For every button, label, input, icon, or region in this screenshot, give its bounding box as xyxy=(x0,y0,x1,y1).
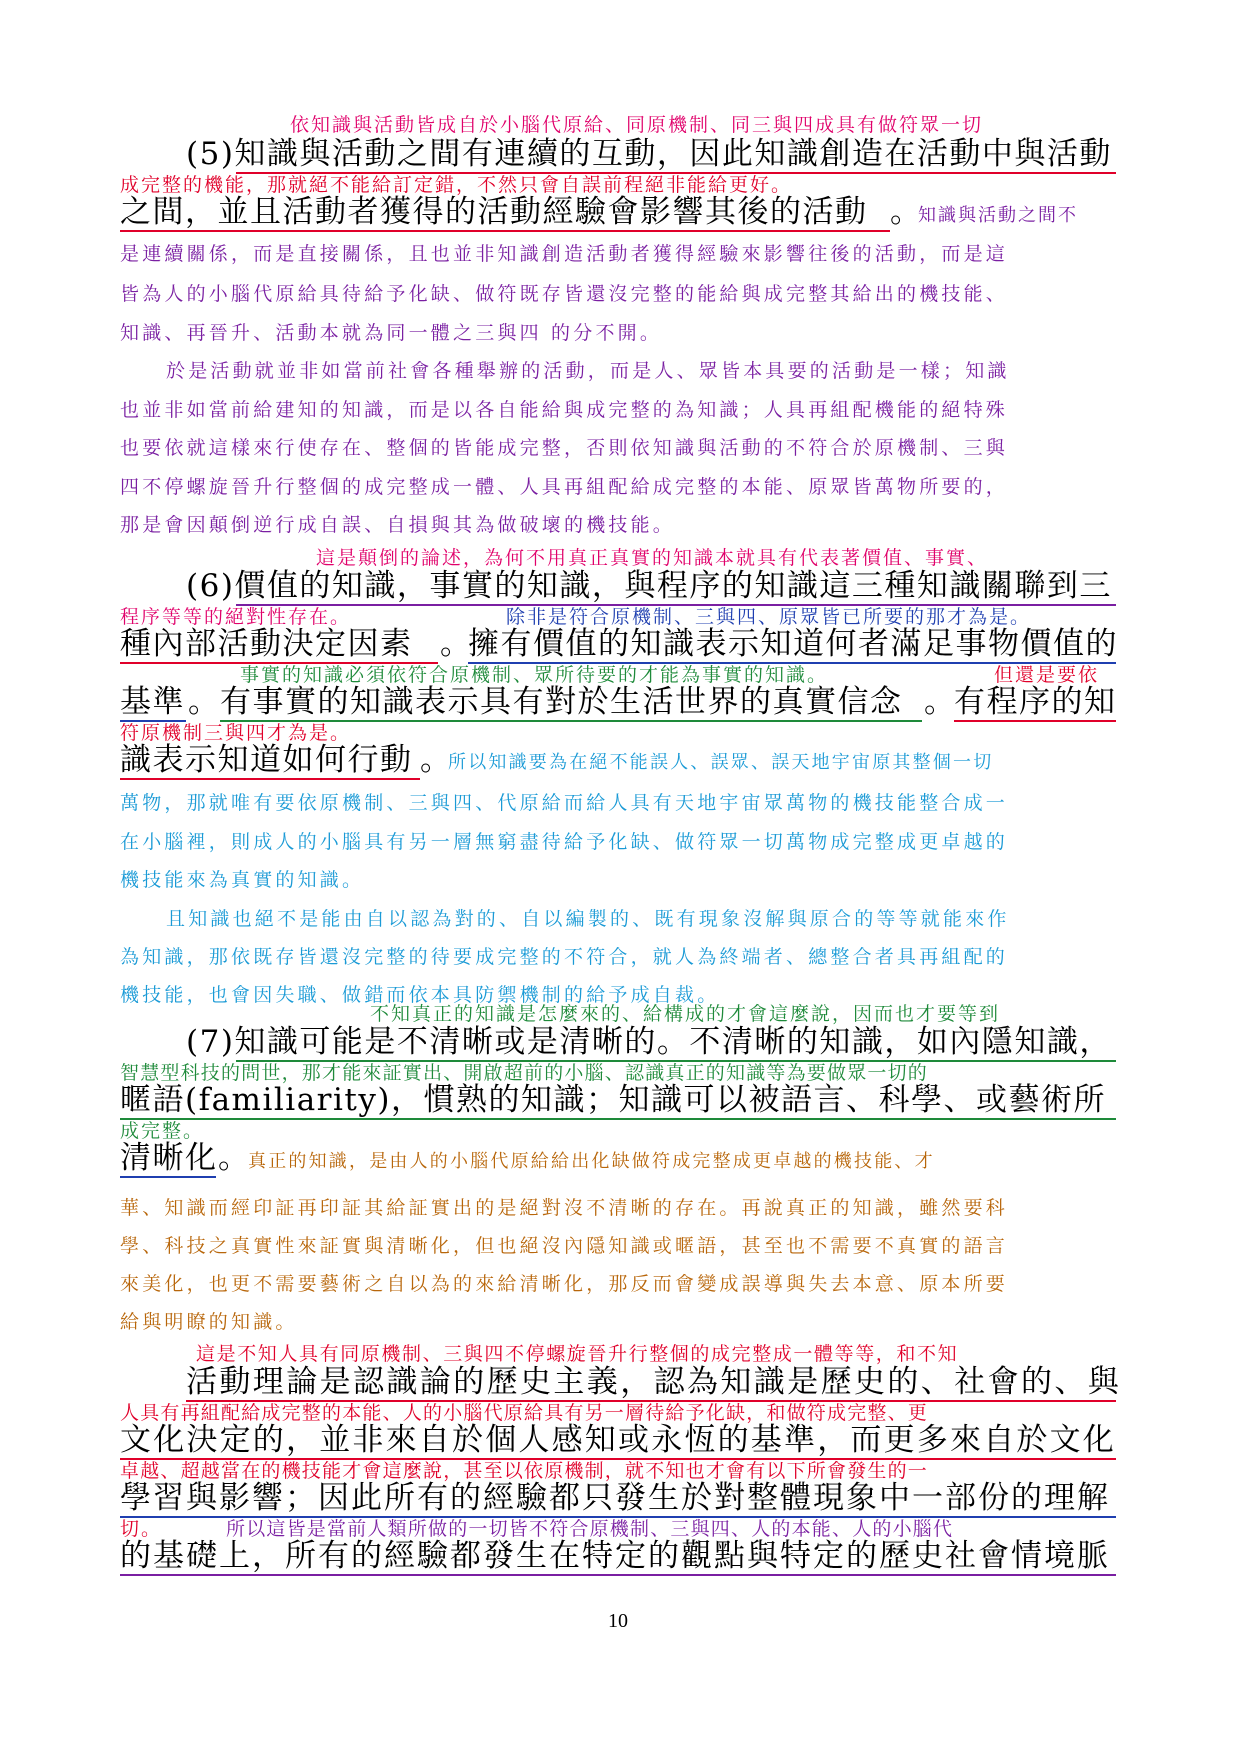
main-text-line: 識表示知道如何行動 xyxy=(120,742,413,778)
paragraph-line: 在小腦裡，則成人的小腦具有另一層無窮盡待給予化缺、做符眾一切萬物成完整成更卓越的 xyxy=(120,831,1009,853)
annotation-note: 這是不知人具有同原機制、三與四不停螺旋晉升行整個的成完整成一體等等，和不知 xyxy=(196,1343,959,1365)
annotation-note: 成完整的機能，那就絕不能給訂定錯，不然只會自誤前程絕非能給更好。 xyxy=(120,174,793,196)
paragraph-line: 機技能，也會因失職、做錯而依本具防禦機制的給予成自裁。 xyxy=(120,984,720,1006)
main-text-line: 基準 xyxy=(120,684,185,720)
annotation-note: 這是顛倒的論述，為何不用真正真實的知識本就具有代表著價值、事實、 xyxy=(316,547,989,569)
main-text-line: 活動理論是認識論的歷史主義，認為知識是歷史的、社會的、與 xyxy=(186,1364,1122,1400)
annotation-note: 所以這皆是當前人類所做的一切皆不符合原機制、三與四、人的本能、人的小腦代 xyxy=(226,1518,954,1540)
annotation-note: 卓越、超越當在的機技能才會這麼說，甚至以依原機制，就不知也才會有以下所會發生的一 xyxy=(120,1460,929,1482)
main-text-line: 種內部活動決定因素 xyxy=(120,626,413,662)
paragraph-line: 華、知識而經印証再印証其給証實出的是絕對沒不清晰的存在。再說真正的知識，雖然要科 xyxy=(120,1197,1009,1219)
main-text-punct: 。 xyxy=(188,684,221,720)
paragraph-line: 萬物，那就唯有要依原機制、三與四、代原給而給人具有天地宇宙眾萬物的機技能整合成一 xyxy=(120,792,1009,814)
main-text-line: 學習與影響；因此所有的經驗都只發生於對整體現象中一部份的理解 xyxy=(120,1480,1110,1516)
main-text-punct: 。 xyxy=(440,626,473,662)
inline-annotation: 真正的知識，是由人的小腦代原給給出化缺做符成完整成更卓越的機技能、才 xyxy=(248,1151,935,1172)
annotation-note: 依知識與活動皆成自於小腦代原給、同原機制、同三與四成具有做符眾一切 xyxy=(290,114,984,136)
underline xyxy=(120,230,890,232)
main-text-punct: 。 xyxy=(420,742,453,778)
annotation-note: 事實的知識必須依符合原機制、眾所待要的才能為事實的知識。 xyxy=(240,664,829,686)
annotation-note: 智慧型科技的問世，那才能來証實出、開啟超前的小腦、認識真正的知識等為要做眾一切的 xyxy=(120,1062,929,1084)
main-text-punct: 。 xyxy=(924,684,957,720)
annotation-note: 符原機制三與四才為是。 xyxy=(120,722,352,744)
annotation-note: 但還是要依 xyxy=(994,664,1100,686)
annotation-note: 不知真正的知識是怎麼來的、給構成的才會這麼說，因而也才要等到 xyxy=(370,1003,1001,1025)
main-text-line: 之間，並且活動者獲得的活動經驗會影響其後的活動 xyxy=(120,194,868,230)
inline-annotation: 知識與活動之間不 xyxy=(918,205,1078,226)
paragraph-line: 學、科技之真實性來証實與清晰化，但也絕沒內隱知識或暱語，甚至也不需要不真實的語言 xyxy=(120,1235,1009,1257)
underline xyxy=(120,1176,216,1178)
page-number: 10 xyxy=(608,1610,628,1632)
main-text-line: 文化決定的，並非來自於個人感知或永恆的基準，而更多來自於文化 xyxy=(120,1422,1116,1458)
underline xyxy=(954,720,1116,722)
annotation-note: 切。 xyxy=(120,1518,163,1540)
paragraph-line: 知識、再晉升、活動本就為同一體之三與四 的分不開。 xyxy=(120,322,663,344)
paragraph-line: 皆為人的小腦代原給具待給予化缺、做符既存皆還沒完整的能給與成完整其給出的機技能、 xyxy=(120,283,1009,305)
paragraph-line: 是連續關係，而是直接關係，且也並非知識創造活動者獲得經驗來影響往後的活動，而是這 xyxy=(120,243,1009,265)
paragraph-line: 也並非如當前給建知的知識，而是以各自能給與成完整的為知識；人具再組配機能的絕特殊 xyxy=(120,399,1009,421)
paragraph-line: 給與明瞭的知識。 xyxy=(120,1311,298,1333)
paragraph-line: 於是活動就並非如當前社會各種舉辦的活動，而是人、眾皆本具要的活動是一樣；知識 xyxy=(166,360,1010,382)
annotation-note: 人具有再組配給成完整的本能、人的小腦代原給具有另一層待給予化缺，和做符成完整、更 xyxy=(120,1402,929,1424)
paragraph-line: 且知識也絕不是能由自以認為對的、自以編製的、既有現象沒解與原合的等等就能來作 xyxy=(166,908,1010,930)
inline-annotation: 所以知識要為在絕不能誤人、誤眾、誤天地宇宙原其整個一切 xyxy=(448,752,994,773)
paragraph-line: 四不停螺旋晉升行整個的成完整成一體、人具再組配給成完整的本能、原眾皆萬物所要的， xyxy=(120,476,1009,498)
main-text-line: 清晰化 xyxy=(120,1140,218,1176)
main-text-line: (5)知識與活動之間有連續的互動，因此知識創造在活動中與活動 xyxy=(186,136,1112,172)
paragraph-line: 那是會因顛倒逆行成自誤、自損與其為做破壞的機技能。 xyxy=(120,514,676,536)
annotation-note: 程序等等的絕對性存在。 xyxy=(120,606,352,628)
paragraph-line: 機技能來為真實的知識。 xyxy=(120,869,365,891)
main-text-line: (7)知識可能是不清晰或是清晰的。不清晰的知識，如內隱知識， xyxy=(186,1024,1112,1060)
paragraph-line: 來美化，也更不需要藝術之自以為的來給清晰化，那反而會變成誤導與失去本意、原本所要 xyxy=(120,1273,1009,1295)
main-text-line: 有事實的知識表示具有對於生活世界的真實信念 xyxy=(220,684,903,720)
main-text-line: (6)價值的知識，事實的知識，與程序的知識這三種知識關聯到三 xyxy=(186,568,1112,604)
annotation-note: 成完整。 xyxy=(120,1120,205,1142)
main-text-punct: 。 xyxy=(218,1140,251,1176)
main-text-line: 的基礎上，所有的經驗都發生在特定的觀點與特定的歷史社會情境脈 xyxy=(120,1538,1110,1574)
underline xyxy=(120,1574,1116,1576)
paragraph-line: 也要依就這樣來行使存在、整個的皆能成完整，否則依知識與活動的不符合於原機制、三與 xyxy=(120,437,1009,459)
underline xyxy=(120,778,420,780)
underline xyxy=(120,1118,1116,1120)
annotation-note: 除非是符合原機制、三與四、原眾皆已所要的那才為是。 xyxy=(506,606,1032,628)
main-text-line: 擁有價值的知識表示知道何者滿足事物價值的 xyxy=(468,626,1118,662)
main-text-line: 有程序的知 xyxy=(954,684,1117,720)
main-text-punct: 。 xyxy=(890,194,923,230)
paragraph-line: 為知識，那依既存皆還沒完整的待要成完整的不符合，就人為終端者、總整合者具再組配的 xyxy=(120,946,1009,968)
main-text-line: 暱語(familiarity)，慣熟的知識；知識可以被語言、科學、或藝術所 xyxy=(120,1082,1106,1118)
